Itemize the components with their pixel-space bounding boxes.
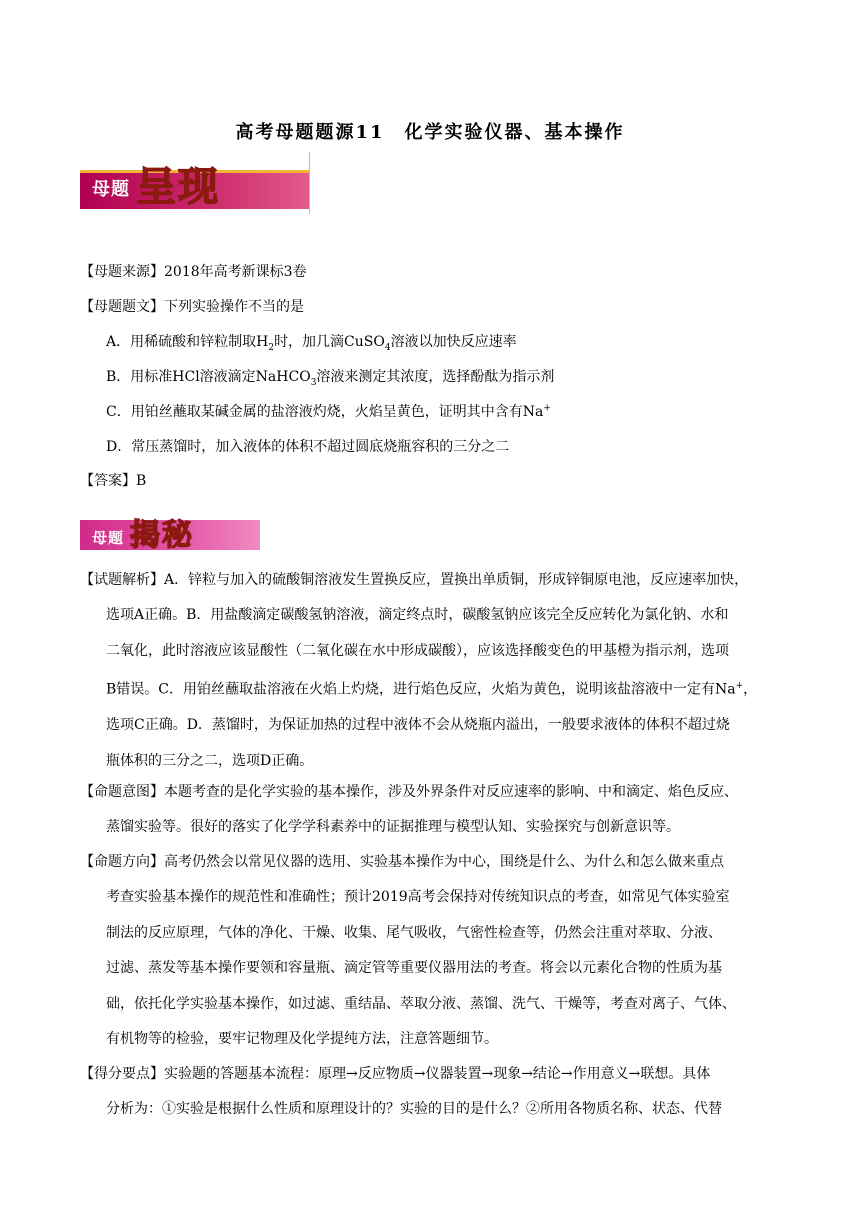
- source-text: 2018年高考新课标3卷: [164, 264, 307, 280]
- answer-line: [80, 470, 860, 490]
- intent-paragraph: [80, 775, 796, 846]
- direction-line: 过滤、蒸发等基本操作要领和容量瓶、滴定管等重要仪器用法的考查。将会以元素化合物的性质为基: [106, 960, 722, 977]
- option-a-post: 溶液以加快反应速率: [390, 334, 517, 350]
- banner-presentation: [80, 152, 310, 214]
- direction-line: 有机物等的检验，要牢记物理及化学提纯方法，注意答题细节。: [106, 1031, 498, 1048]
- page-title: 高考母题题源11 化学实验仪器、基本操作: [235, 122, 625, 143]
- answer-text: B: [136, 473, 147, 489]
- direction-paragraph: [80, 845, 796, 1057]
- option-a-sub2: 4: [384, 342, 391, 353]
- banner-big-label: 揭秘: [130, 518, 195, 553]
- source-line: [80, 261, 860, 281]
- intent-label: 【命题意图】: [80, 784, 164, 800]
- option-a-text: A．用稀硫酸和锌粒制取H: [106, 334, 269, 350]
- direction-line: 制法的反应原理，气体的净化、干燥、收集、尾气吸收，气密性检查等，仍然会注重对萃取、分液、: [106, 924, 722, 941]
- banner-analysis: [80, 510, 260, 558]
- analysis-label: 【试题解析】: [80, 572, 164, 588]
- banner-small-label: 母题: [92, 528, 125, 547]
- analysis-paragraph: [80, 563, 796, 779]
- option-c: [106, 401, 860, 421]
- question-text: 下列实验操作不当的是: [164, 299, 304, 315]
- keypoints-line: 实验题的答题基本流程：原理→反应物质→仪器装置→现象→结论→作用意义→联想。具体: [164, 1066, 711, 1082]
- keypoints-line: 分析为：①实验是根据什么性质和原理设计的？实验的目的是什么？②所用各物质名称、状态、代替: [106, 1101, 722, 1118]
- option-b: [106, 366, 860, 388]
- direction-line: 高考仍然会以常见仪器的选用、实验基本操作为中心，围绕是什么、为什么和怎么做来重点: [164, 854, 724, 870]
- analysis-sup: +: [735, 681, 744, 692]
- option-a-mid: 时，加几滴CuSO: [274, 334, 385, 350]
- banner-big-label: 呈现: [136, 163, 220, 210]
- source-label: 【母题来源】: [80, 264, 164, 280]
- analysis-tail: ，: [743, 681, 758, 698]
- keypoints-label: 【得分要点】: [80, 1066, 164, 1082]
- analysis-line: 选项C正确。D．蒸馏时，为保证加热的过程中液体不会从烧瓶内溢出，一般要求液体的体积不超过烧: [106, 717, 730, 734]
- analysis-line: 选项A正确。B．用盐酸滴定碳酸氢钠溶液，滴定终点时，碳酸氢钠应该完全反应转化为氯化钠、水和: [106, 607, 729, 624]
- option-c-text: C．用铂丝蘸取某碱金属的盐溶液灼烧，火焰呈黄色，证明其中含有Na: [106, 404, 544, 420]
- question-label: 【母题题文】: [80, 299, 164, 315]
- question-line: [80, 296, 860, 316]
- analysis-line: A．锌粒与加入的硫酸铜溶液发生置换反应，置换出单质铜，形成锌铜原电池，反应速率加快，: [164, 572, 749, 588]
- option-d: [106, 436, 860, 456]
- intent-line: 本题考查的是化学实验的基本操作，涉及外界条件对反应速率的影响、中和滴定、焰色反应、: [164, 784, 738, 800]
- option-d-text: D．常压蒸馏时，加入液体的体积不超过圆底烧瓶容积的三分之二: [106, 439, 510, 455]
- analysis-line: 瓶体积的三分之二，选项D正确。: [106, 752, 314, 769]
- option-a-sub: 2: [268, 342, 275, 353]
- banner-small-label: 母题: [92, 179, 130, 200]
- option-b-post: 溶液来测定其浓度，选择酚酞为指示剂: [316, 369, 555, 385]
- option-c-sup: +: [543, 403, 551, 414]
- analysis-line: B错误。C．用铂丝蘸取盐溶液在火焰上灼烧，进行焰色反应，火焰为黄色，说明该盐溶液中一定有Na: [106, 681, 736, 698]
- option-b-text: B．用标准HCl溶液滴定NaHCO: [106, 369, 311, 385]
- direction-label: 【命题方向】: [80, 854, 164, 870]
- direction-line: 础，依托化学实验基本操作，如过滤、重结晶、萃取分液、蒸馏、洗气、干燥等，考查对离子、气体、: [106, 995, 736, 1012]
- analysis-line: 二氧化，此时溶液应该显酸性（二氧化碳在水中形成碳酸），应该选择酸变色的甲基橙为指示剂，选项: [106, 642, 729, 659]
- keypoints-paragraph: [80, 1057, 796, 1128]
- answer-label: 【答案】: [80, 473, 136, 489]
- option-b-sub: 3: [310, 377, 317, 388]
- intent-line: 蒸馏实验等。很好的落实了化学学科素养中的证据推理与模型认知、实验探究与创新意识等。: [106, 819, 680, 836]
- direction-line: 考查实验基本操作的规范性和准确性；预计2019高考会保持对传统知识点的考查，如常见气体实验室: [106, 889, 730, 906]
- option-a: [106, 331, 860, 353]
